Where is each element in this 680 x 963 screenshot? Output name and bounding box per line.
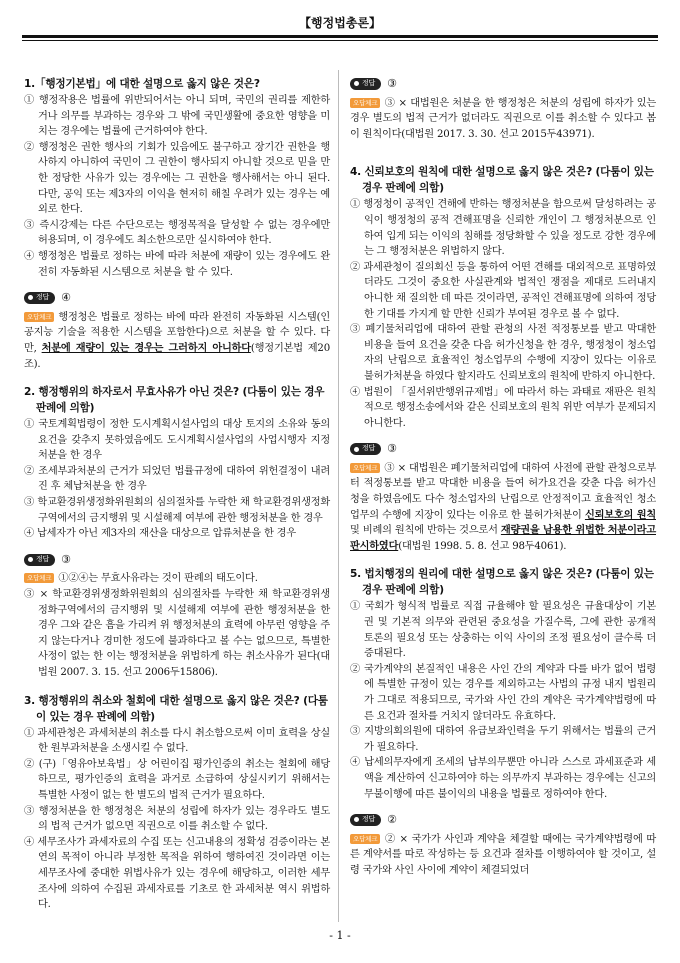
badge-dot-icon — [354, 447, 359, 452]
answer-badge — [24, 292, 55, 304]
answer-1-emphasis: 처분에 재량이 있는 경우는 그러하지 아니하다 — [41, 341, 251, 354]
answer-badge-label: 정답 — [362, 444, 376, 453]
question-5-option-2: ② 국가계약의 본질적인 내용은 사인 간의 계약과 다를 바가 없어 법령에 특별한 규정이 있는 경우를 제외하고는 사법의 규정 내지 법원리가 그대로 적용되므로, 국가와 사인 간의 계약은 국가계약법령에 따른 요건과 절차를 거치지 않더라도 유효하다. — [350, 663, 656, 722]
header-title: 【행정법총론】 — [299, 16, 381, 30]
question-5-option-1: ① 국회가 형식적 법률로 직접 규율해야 할 필요성은 규율대상이 기본권 및 기본적 의무와 관련된 중요성을 가질수록, 그에 관한 공개적 토론의 필요성 또는 상충하는 이익 사이의 조정 필요성이 클수록 더 증대된다. — [350, 601, 656, 660]
question-1-option-4: ④ 행정청은 법률로 정하는 바에 따라 처분에 재량이 있는 경우에도 완전히 자동화된 시스템으로 처분을 할 수 있다. — [24, 250, 330, 278]
question-2-option-3: ③ 학교환경위생정화위원회의 심의절차를 누락한 채 학교환경위생정화구역에서의 금지행위 및 시설해제 여부에 관한 행정처분을 한 경우 — [24, 497, 330, 524]
question-4 — [350, 164, 656, 431]
answer-4-text-mid: 및 비례의 원칙에 반하는 것으로서 — [350, 525, 498, 537]
answer-badge — [350, 78, 381, 90]
question-5-option-3: ③ 지방의회의원에 대하여 유급보좌인력을 두기 위해서는 법률의 근거가 필요하다. — [350, 726, 656, 753]
answer-5-text: ② × 국가가 사인과 계약을 체결할 때에는 국가계약법령에 따른 계약서를 따로 작성하는 등 요건과 절차를 이행하여야 할 것이고, 설령 국가와 사인 사이에 계약이 체결되었더 — [350, 833, 656, 876]
question-3 — [24, 693, 330, 913]
answer-4 — [350, 441, 656, 554]
answer-badge-label: 정답 — [362, 79, 376, 87]
question-1-option-1: ① 행정작용은 법률에 위반되어서는 아니 되며, 국민의 권리를 제한하거나 의무를 부과하는 경우와 그 밖에 국민생활에 중요한 영향을 미치는 경우에는 법률에 근거하여야 한다. — [24, 95, 330, 138]
answer-badge-label: 정답 — [36, 293, 50, 302]
check-tag: 오답체크 — [24, 573, 54, 583]
answer-1 — [24, 290, 330, 372]
answer-badge-label: 정답 — [362, 815, 376, 824]
question-4-option-3: ③ 폐기물처리업에 대하여 관할 관청의 사전 적정통보를 받고 막대한 비용을 들여 요건을 갖춘 다음 허가신청을 한 경우, 행정청이 청소업자의 난립으로 효율적인 청소업무의 수행에 지장이 있다는 이유로 불허가처분을 하였다 할지라도 신뢰보호의 원칙에 반하지 아니한다. — [350, 324, 656, 382]
answer-badge — [350, 814, 381, 826]
answer-1-body — [24, 310, 330, 372]
question-3-option-4: ④ 세무조사가 과세자료의 수집 또는 신고내용의 정확성 검증이라는 본연의 목적이 아니라 부정한 목적을 위하여 행하여진 것이라면 이는 세무조사에 중대한 위법사유가 있는 경우에 해당하고, 이러한 세무조사에 의하여 수집된 과세자료를 기초로 한 과세처분 역시 위법하다. — [24, 836, 330, 911]
answer-4-emphasis-1: 신뢰보호의 원칙 — [584, 508, 656, 521]
answer-4-text-2: (대법원 1998. 5. 8. 선고 98두4061). — [398, 540, 567, 552]
page-number: - 1 - — [329, 929, 351, 942]
answer-5-body — [350, 832, 656, 879]
question-2-title: 2. 행정행위의 하자로서 무효사유가 아닌 것은? (다툼이 있는 경우 판례에 의함) — [24, 386, 325, 415]
answer-4-text-1: ③ × 대법원은 폐기물처리업에 대하여 사전에 관할 관청으로부터 적정통보를 받고 막대한 비용을 들여 허가요건을 갖춘 다음 허가신청을 하였음에도 다수 청소업자의 난립으로 안정적이고 효율적인 청소업무의 수행에 지장이 있다는 이유로 한 불허가처분이 — [350, 462, 656, 521]
answer-4-emphasis-2: 재량권을 남용한 위법한 처분이라고 판시하였다 — [350, 524, 656, 552]
question-4-option-1: ① 행정청이 공적인 견해에 반하는 행정처분을 함으로써 달성하려는 공익이 행정청의 공적 견해표명을 신뢰한 개인이 그 행정처분으로 인하여 입게 되는 이익의 침해를 정당화할 수 있을 정도로 강한 경우에는 그 행정처분은 위법하지 않다. — [350, 199, 656, 258]
answer-4-number: ③ — [387, 442, 397, 456]
answer-3-number: ③ — [387, 77, 397, 90]
answer-badge — [24, 554, 55, 566]
badge-dot-icon — [28, 295, 33, 300]
header-rule-thin — [22, 40, 658, 41]
right-column — [350, 76, 656, 891]
question-2-option-2: ② 조세부과처분의 근거가 되었던 법률규정에 대하여 위헌결정이 내려진 후 체납처분을 한 경우 — [24, 465, 330, 493]
question-1-option-3: ③ 즉시강제는 다른 수단으로는 행정목적을 달성할 수 없는 경우에만 허용되며, 이 경우에도 최소한으로만 실시하여야 한다. — [24, 219, 330, 247]
question-3-option-1: ① 과세관청은 과세처분의 취소를 다시 취소함으로써 이미 효력을 상실한 원부과처분을 소생시킬 수 없다. — [24, 727, 330, 755]
question-2-option-1: ① 국토계획법령이 정한 도시계획시설사업의 대상 토지의 소유와 동의요건을 갖추지 못하였음에도 도시계획시설사업의 사업시행자 지정처분을 한 경우 — [24, 419, 330, 462]
column-divider — [338, 70, 339, 922]
answer-2-head — [24, 552, 330, 568]
answer-2 — [24, 552, 330, 681]
question-4-option-2: ② 과세관청이 질의회신 등을 통하여 어떤 견해를 대외적으로 표명하였더라도 그것이 중요한 사실관계와 법적인 쟁점을 제대로 드러내지 아니한 채 질의한 데 따른 것이라면, 공적인 견해표명에 의하여 정당한 기대를 가지게 할 만한 신뢰가 부여된 경우로 볼 수 없다. — [350, 261, 656, 320]
answer-3-text: ③ × 대법원은 처분을 한 행정청은 처분의 성립에 하자가 있는 경우 별도의 법적 근거가 없더라도 직권으로 이를 취소할 수 있다고 봄이 원칙이다(대법원 2017. 3. 30. 선고 2015두43971). — [350, 97, 656, 140]
check-tag: 오답체크 — [350, 463, 380, 473]
question-2-option-4: ④ 납세자가 아닌 제3자의 재산을 대상으로 압류처분을 한 경우 — [24, 528, 296, 540]
badge-dot-icon — [354, 817, 359, 822]
answer-5-head — [350, 812, 656, 828]
page-header — [22, 10, 658, 40]
answer-1-text-1: 행정청은 법률로 정하는 바에 따라 완전히 자동화된 시스템(인공지능 기술을 적용한 시스템을 포함한다)으로 처분을 할 수 있다. 다만, — [24, 311, 330, 354]
header-rule-thick — [22, 35, 658, 38]
question-5-option-4: ④ 납세의무자에게 조세의 납부의무뿐만 아니라 스스로 과세표준과 세액을 계산하여 신고하여야 하는 의무까지 부과하는 경우에는 신고의무불이행에 따른 불이익의 내용을 법률로 정하여야 한다. — [350, 757, 656, 800]
answer-badge — [350, 443, 381, 455]
answer-2-line-1-text: ①②④는 무효사유라는 것이 판례의 태도이다. — [58, 573, 258, 585]
answer-5-number: ② — [387, 813, 397, 827]
question-1 — [24, 76, 330, 280]
left-column — [24, 76, 330, 923]
answer-5 — [350, 812, 656, 878]
badge-dot-icon — [28, 557, 33, 562]
answer-3-head — [350, 76, 656, 92]
question-3-option-3: ③ 행정처분을 한 행정청은 처분의 성립에 하자가 있는 경우라도 별도의 법적 근거가 없으면 직권으로 이를 취소할 수 없다. — [24, 805, 330, 833]
question-5 — [350, 566, 656, 802]
answer-3 — [350, 76, 656, 142]
question-2 — [24, 384, 330, 542]
question-4-option-4: ④ 법원이 「질서위반행위규제법」에 따라서 하는 과태료 재판은 원칙적으로 행정소송에서와 같은 신뢰보호의 원칙 위반 여부가 문제되지 아니한다. — [350, 386, 656, 429]
question-5-title: 5. 법치행정의 원리에 대한 설명으로 옳지 않은 것은? (다툼이 있는 경우 판례에 의함) — [350, 568, 654, 597]
answer-2-line-1 — [24, 571, 330, 587]
check-tag: 오답체크 — [24, 312, 54, 322]
badge-dot-icon — [354, 81, 359, 86]
answer-4-body — [350, 461, 656, 555]
question-1-title: 1.「행정기본법」에 대한 설명으로 옳지 않은 것은? — [24, 78, 260, 90]
question-3-title: 3. 행정행위의 취소와 철회에 대한 설명으로 옳지 않은 것은? (다툼이 있는 경우 판례에 의함) — [24, 694, 328, 723]
question-4-title: 4. 신뢰보호의 원칙에 대한 설명으로 옳지 않은 것은? (다툼이 있는 경우 판례에 의함) — [350, 166, 654, 195]
answer-2-number: ③ — [61, 552, 71, 566]
question-3-option-2: ② (구)「영유아보육법」상 어린이집 평가인증의 취소는 철회에 해당하므로, 평가인증의 효력을 과거로 소급하여 상실시키기 위해서는 특별한 사정이 없는 한 별도의 법적 근거가 필요하다. — [24, 758, 330, 801]
answer-4-head — [350, 441, 656, 457]
check-tag: 오답체크 — [350, 98, 380, 108]
answer-2-line-2: ③ × 학교환경위생정화위원회의 심의절차를 누락한 채 학교환경위생정화구역에서의 금지행위 및 시설해제 여부에 관한 행정처분을 한 경우 그와 같은 흠을 가리켜 위 행정처분의 효력에 아무런 영향을 주지 않는다거나 경미한 정도에 불과하다고 볼 수는 없으므로, 특별한 사정이 없는 한 이는 행정처분을 위법하게 하는 취소사유가 된다(대법원 2007. 3. 15. 선고 2006두15806). — [24, 589, 330, 678]
answer-1-text-2: (행정기본법 제20조). — [24, 342, 330, 370]
check-tag: 오답체크 — [350, 834, 380, 844]
answer-1-number: ④ — [61, 291, 71, 305]
question-1-option-2: ② 행정청은 권한 행사의 기회가 있음에도 불구하고 장기간 권한을 행사하지 아니하여 국민이 그 권한이 행사되지 아니할 것으로 믿을 만한 정당한 사유가 있는 경우에는 그 권한을 행사해서는 아니 된다. 다만, 공익 또는 제3자의 이익을 현저히 해칠 우려가 있는 경우는 예외로 한다. — [24, 141, 330, 216]
answer-badge-label: 정답 — [36, 554, 50, 563]
answer-3-body — [350, 96, 656, 143]
answer-1-head — [24, 290, 330, 306]
